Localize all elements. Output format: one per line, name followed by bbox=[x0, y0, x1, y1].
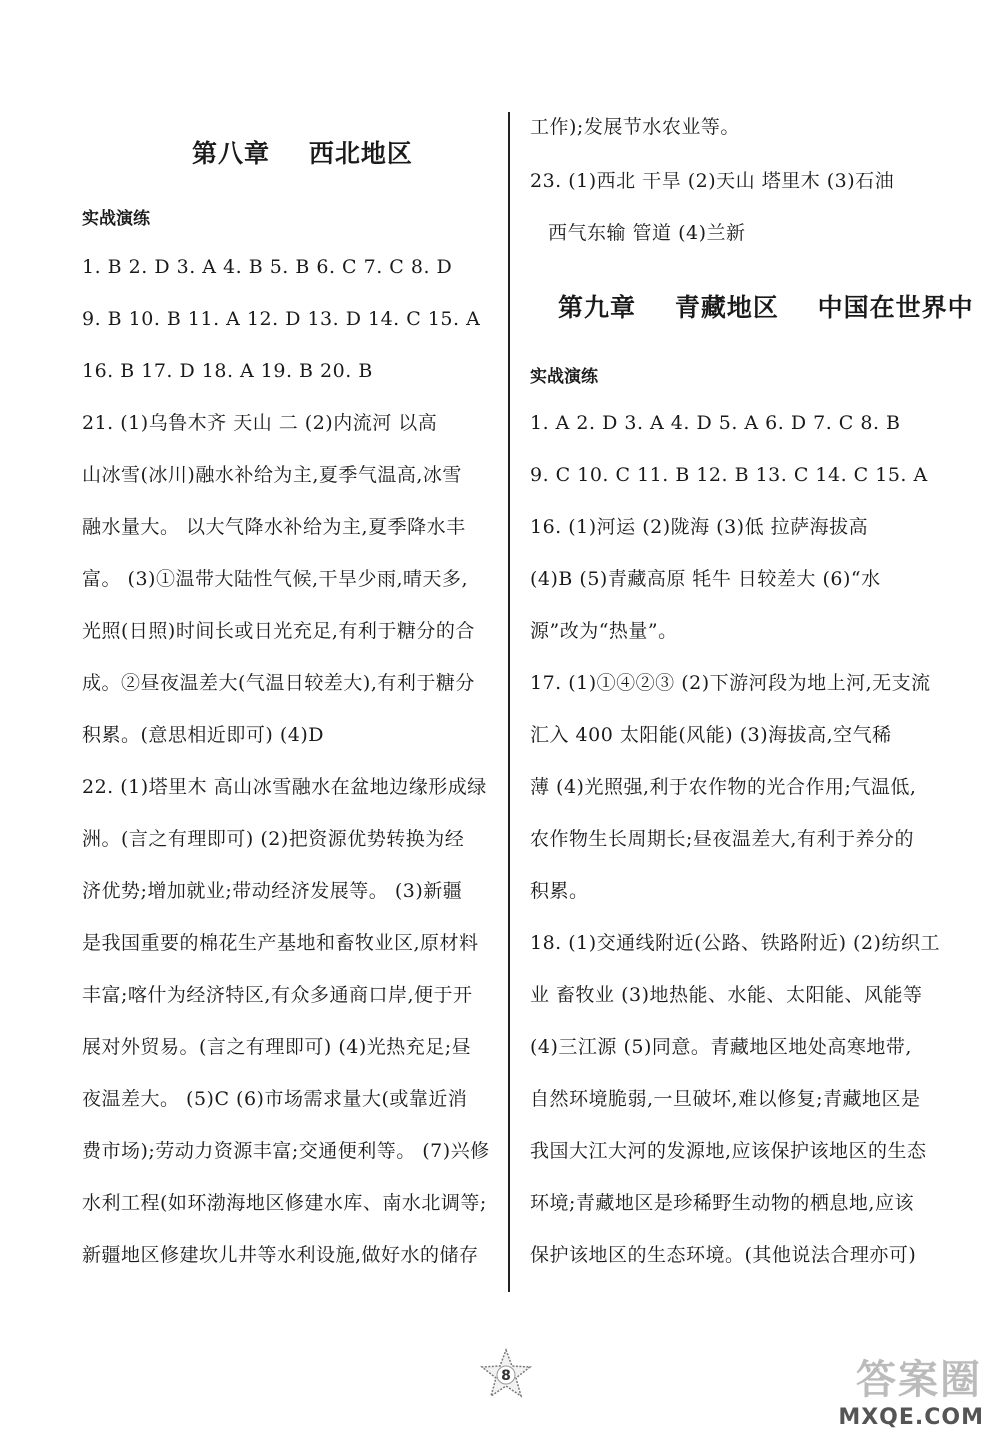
answer-line: 环境;青藏地区是珍稀野生动物的栖息地,应该 bbox=[530, 1192, 914, 1214]
answer-line: 业 畜牧业 (3)地热能、水能、太阳能、风能等 bbox=[530, 984, 923, 1006]
answer-line: 18. (1)交通线附近(公路、铁路附近) (2)纺织工 bbox=[530, 932, 940, 954]
answer-line: (4)三江源 (5)同意。青藏地区地处高寒地带, bbox=[530, 1036, 912, 1058]
answer-line: 农作物生长周期长;昼夜温差大,有利于养分的 bbox=[530, 828, 914, 850]
answer-line: 9. C 10. C 11. B 12. B 13. C 14. C 15. A bbox=[530, 464, 928, 486]
answer-line: 17. (1)①④②③ (2)下游河段为地上河,无支流 bbox=[530, 672, 931, 694]
watermark-brand: 答案圈 bbox=[856, 1357, 982, 1403]
answer-line: 丰富;喀什为经济特区,有众多通商口岸,便于开 bbox=[82, 984, 473, 1006]
answer-line: 22. (1)塔里木 高山冰雪融水在盆地边缘形成绿 bbox=[82, 776, 487, 798]
answer-line: 9. B 10. B 11. A 12. D 13. D 14. C 15. A bbox=[82, 308, 481, 330]
answer-line: 山冰雪(冰川)融水补给为主,夏季气温高,冰雪 bbox=[82, 464, 462, 486]
answer-line: 费市场);劳动力资源丰富;交通便利等。 (7)兴修 bbox=[82, 1140, 490, 1162]
watermark-logo bbox=[840, 1340, 990, 1436]
answer-line: 1. B 2. D 3. A 4. B 5. B 6. C 7. C 8. D bbox=[82, 256, 453, 278]
watermark-url: MXQE.COM bbox=[838, 1405, 984, 1430]
answer-line: 济优势;增加就业;带动经济发展等。 (3)新疆 bbox=[82, 880, 463, 902]
answer-line: 光照(日照)时间长或日光充足,有利于糖分的合 bbox=[82, 620, 475, 642]
answer-line: 富。 (3)①温带大陆性气候,干旱少雨,晴天多, bbox=[82, 568, 469, 590]
answer-line: 积累。 bbox=[530, 880, 589, 902]
star-icon bbox=[480, 1348, 532, 1400]
answer-line: 水利工程(如环渤海地区修建水库、南水北调等; bbox=[82, 1192, 487, 1214]
answer-line: 西气东输 管道 (4)兰新 bbox=[548, 222, 746, 244]
answer-line: 工作);发展节水农业等。 bbox=[530, 116, 740, 138]
answer-line: 夜温差大。 (5)C (6)市场需求量大(或靠近消 bbox=[82, 1088, 468, 1110]
answer-line: 21. (1)乌鲁木齐 天山 二 (2)内流河 以高 bbox=[82, 412, 438, 434]
answer-line: 源”改为“热量”。 bbox=[530, 620, 678, 642]
answer-line: 新疆地区修建坎儿井等水利设施,做好水的储存 bbox=[82, 1244, 479, 1266]
answer-line: 融水量大。 以大气降水补给为主,夏季降水丰 bbox=[82, 516, 466, 538]
column-divider bbox=[508, 112, 510, 1292]
section-title-practice: 实战演练 bbox=[530, 367, 598, 387]
chapter-8-title: 第八章 西北地区 bbox=[192, 139, 413, 168]
page-number-badge bbox=[480, 1348, 532, 1400]
answer-line: 16. B 17. D 18. A 19. B 20. B bbox=[82, 360, 373, 382]
answer-line: 16. (1)河运 (2)陇海 (3)低 拉萨海拔高 bbox=[530, 516, 869, 538]
section-title-practice: 实战演练 bbox=[82, 209, 150, 229]
answer-line: 1. A 2. D 3. A 4. D 5. A 6. D 7. C 8. B bbox=[530, 412, 901, 434]
answer-line: 23. (1)西北 干旱 (2)天山 塔里木 (3)石油 bbox=[530, 170, 895, 192]
chapter-9-title: 第九章 青藏地区 中国在世界中 bbox=[558, 293, 974, 322]
answer-line: 汇入 400 太阳能(风能) (3)海拔高,空气稀 bbox=[530, 724, 892, 746]
answer-line: 展对外贸易。(言之有理即可) (4)光热充足;昼 bbox=[82, 1036, 472, 1058]
answer-line: 我国大江大河的发源地,应该保护该地区的生态 bbox=[530, 1140, 927, 1162]
answer-line: 薄 (4)光照强,利于农作物的光合作用;气温低, bbox=[530, 776, 917, 798]
answer-line: (4)B (5)青藏高原 牦牛 日较差大 (6)“水 bbox=[530, 568, 881, 590]
answer-line: 洲。(言之有理即可) (2)把资源优势转换为经 bbox=[82, 828, 465, 850]
answer-line: 自然环境脆弱,一旦破坏,难以修复;青藏地区是 bbox=[530, 1088, 921, 1110]
answer-line: 成。②昼夜温差大(气温日较差大),有利于糖分 bbox=[82, 672, 475, 694]
answer-line: 保护该地区的生态环境。(其他说法合理亦可) bbox=[530, 1244, 917, 1266]
page-number: 8 bbox=[501, 1368, 511, 1384]
answer-line: 积累。(意思相近即可) (4)D bbox=[82, 724, 325, 746]
answer-line: 是我国重要的棉花生产基地和畜牧业区,原材料 bbox=[82, 932, 479, 954]
